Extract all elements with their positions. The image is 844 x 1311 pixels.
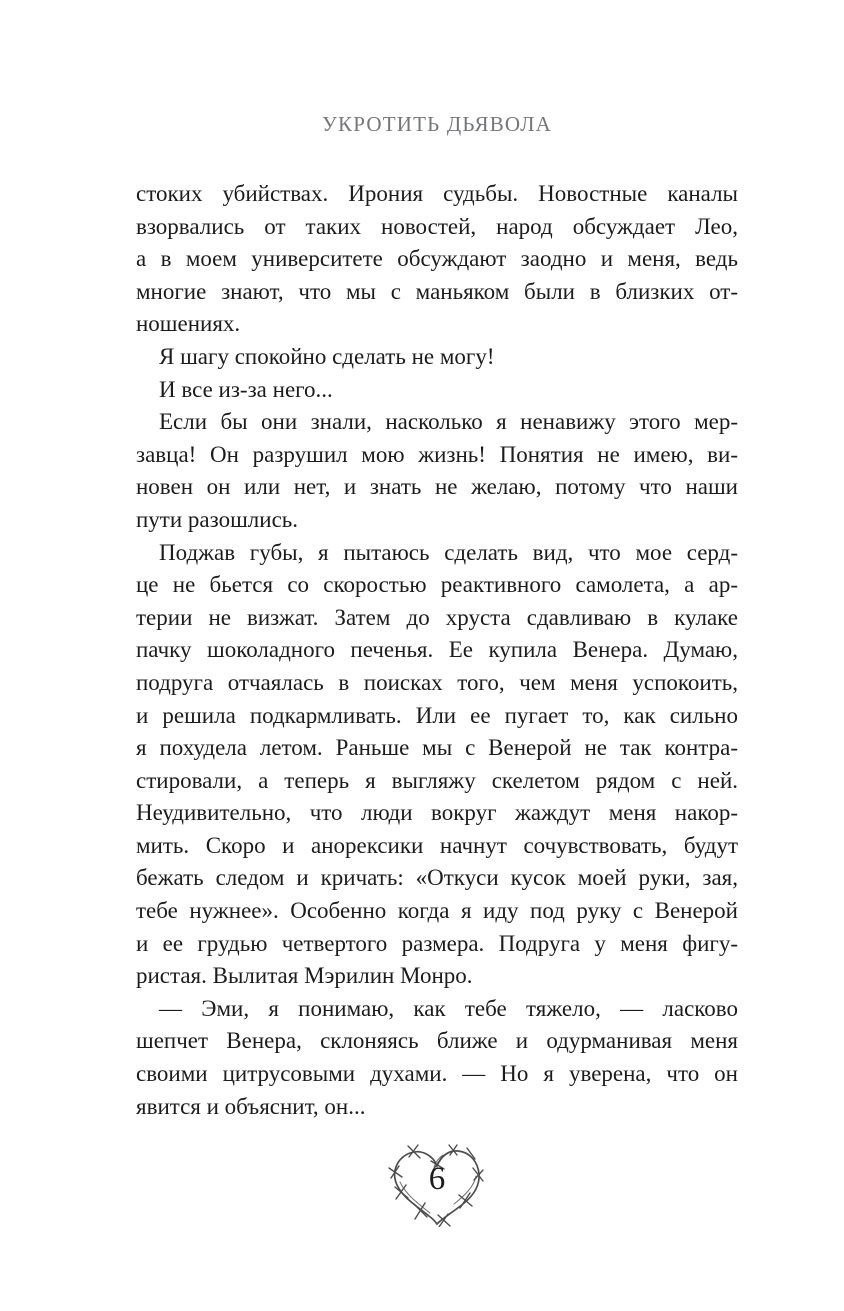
- text-line: завца! Он разрушил мою жизнь! Понятия не имею, ви-: [136, 441, 738, 467]
- text-line: И все из-за него...: [159, 376, 333, 402]
- text-line: своими цитрусовыми духами. — Но я уверена, что он: [136, 1061, 738, 1087]
- page-footer: [136, 1143, 738, 1263]
- text-line: стировали, а теперь я выгляжу скелетом рядом с ней.: [136, 767, 738, 793]
- text-line: мить. Скоро и анорексики начнут сочувствовать, будут: [136, 832, 738, 858]
- text-line: Поджав губы, я пытаюсь сделать вид, что мое серд-: [159, 539, 738, 565]
- text-line: Я шагу спокойно сделать не могу!: [159, 343, 495, 369]
- running-header: УКРОТИТЬ ДЬЯВОЛА: [321, 112, 553, 136]
- text-line: пачку шоколадного печенья. Ее купила Венера. Думаю,: [136, 637, 738, 663]
- text-line: пути разошлись.: [136, 506, 299, 532]
- text-line: многие знают, что мы с маньяком были в близких от-: [136, 278, 738, 304]
- text-line: Неудивительно, что люди вокруг жаждут меня накор-: [136, 800, 738, 826]
- page-number: 6: [428, 1161, 446, 1197]
- text-line: я похудела летом. Раньше мы с Венерой не так контра-: [136, 735, 738, 761]
- text-line: новен он или нет, и знать не желаю, потому что наши: [136, 474, 738, 500]
- text-line: подруга отчаялась в поисках того, чем меня успокоить,: [136, 669, 738, 695]
- text-line: а в моем университете обсуждают заодно и меня, ведь: [136, 246, 738, 272]
- text-line: стоких убийствах. Ирония судьбы. Новостные каналы: [136, 181, 738, 206]
- text-line: шепчет Венера, склоняясь ближе и одурманивая меня: [136, 1028, 738, 1054]
- text-line: тебе нужнее». Особенно когда я иду под руку с Венерой: [136, 898, 738, 924]
- text-line: и решила подкармливать. Или ее пугает то, как сильно: [136, 702, 738, 728]
- text-line: явится и объяснит, он...: [136, 1093, 366, 1119]
- text-line: Если бы они знали, насколько я ненавижу этого мер-: [159, 409, 738, 435]
- text-line: и ее грудью четвертого размера. Подруга у меня фигу-: [136, 930, 738, 956]
- text-line: ношениях.: [136, 311, 241, 337]
- text-line: бежать следом и кричать: «Откуси кусок моей руки, зая,: [136, 865, 738, 891]
- text-line: ристая. Вылитая Мэрилин Монро.: [136, 963, 473, 989]
- text-line: терии не визжат. Затем до хруста сдавливаю в кулаке: [136, 604, 738, 630]
- text-line: це не бьется со скоростью реактивного самолета, а ар-: [136, 572, 738, 598]
- text-line: взорвались от таких новостей, народ обсуждает Лео,: [136, 213, 738, 239]
- body-text: [136, 178, 738, 1123]
- text-line: — Эми, я понимаю, как тебе тяжело, — ласково: [159, 995, 738, 1021]
